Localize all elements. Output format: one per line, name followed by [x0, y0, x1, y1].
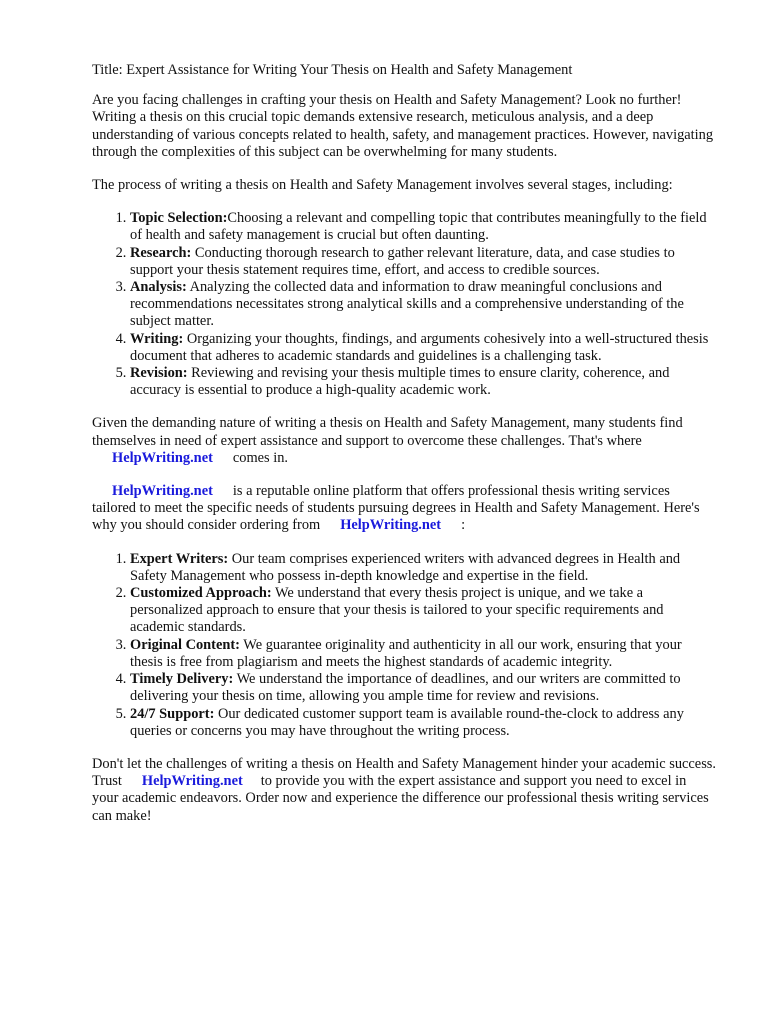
reason-text: Our dedicated customer support team is available round-the-clock to address any queries or concerns you may have throughout the writing process. — [130, 705, 684, 739]
closing-paragraph — [92, 756, 716, 825]
stage-text: Conducting thorough research to gather relevant literature, data, and case studies to support your thesis statement requires time, effort, and access to credible sources. — [130, 244, 675, 278]
reason-text: Our team comprises experienced writers with advanced degrees in Health and Safety Management who possess in-depth knowledge and expertise in the field. — [130, 550, 681, 584]
stages-list — [92, 210, 716, 399]
list-item — [130, 585, 716, 637]
list-item — [130, 551, 716, 585]
stage-term: Writing: — [130, 330, 184, 347]
given-text: Given the demanding nature of writing a thesis on Health and Safety Management, many students find themselves in need of expert assistance and support to overcome these challenges. That's where — [92, 415, 683, 449]
given-after: comes in. — [232, 449, 289, 466]
stage-term: Revision: — [130, 365, 188, 382]
reason-term: Customized Approach: — [130, 585, 272, 602]
stage-text: Choosing a relevant and compelling topic that contributes meaningfully to the field of health and safety management is crucial but often daunting. — [130, 210, 707, 244]
reasons-list — [92, 551, 716, 740]
process-intro-paragraph: The process of writing a thesis on Health and Safety Management involves several stages, including: — [92, 177, 673, 194]
helpwriting-link[interactable]: HelpWriting.net — [340, 517, 442, 534]
list-item — [130, 706, 716, 740]
helpwriting-link[interactable]: HelpWriting.net — [112, 483, 213, 500]
reason-text: We understand that every thesis project is unique, and we take a personalized approach to ensure that your thesis is tailored to your specific requirements and academic standards. — [130, 585, 664, 636]
document-title: Title: Expert Assistance for Writing Your Thesis on Health and Safety Management — [92, 62, 573, 78]
list-item — [130, 365, 716, 399]
intro-paragraph: Are you facing challenges in crafting your thesis on Health and Safety Management? Look no further! Writing a thesis on this crucial topic demands extensive research, meticulous analysis, and a deep understanding of various concepts related to health, safety, and management practices. However, navigating through the complexities of this subject can be overwhelming for many students. — [92, 92, 714, 160]
closing-text: Don't let the challenges of writing a thesis on Health and Safety Management hinder your academic success. Trust — [92, 755, 716, 790]
reason-term: Timely Delivery: — [130, 671, 234, 688]
list-item — [130, 671, 716, 705]
reason-text: We guarantee originality and authenticity in all our work, ensuring that your thesis is free from plagiarism and meets the highest standards of academic integrity. — [130, 636, 682, 670]
helpwriting-link[interactable]: HelpWriting.net — [112, 449, 213, 466]
stage-text: Organizing your thoughts, findings, and arguments cohesively into a well-structured thesis document that adheres to academic standards and guidelines is a challenging task. — [130, 330, 709, 364]
reason-text: We understand the importance of deadlines, and our writers are committed to delivering your thesis on time, allowing you ample time for review and revisions. — [130, 671, 681, 705]
platform-text: is a reputable online platform that offers professional thesis writing services tailored to meet the specific needs of students pursuing degrees in Health and Safety Management. Here's why you should consider ordering from — [92, 483, 700, 534]
list-item — [130, 210, 716, 244]
helpwriting-link[interactable]: HelpWriting.net — [141, 773, 243, 790]
list-item — [130, 331, 716, 365]
given-paragraph — [92, 415, 716, 467]
list-item — [130, 637, 716, 671]
closing-after: to provide you with the expert assistance and support you need to excel in your academic endeavors. Order now and experience the difference our professional thesis writing services can make! — [92, 773, 709, 824]
stage-term: Analysis: — [130, 279, 187, 296]
stage-term: Research: — [130, 244, 192, 261]
platform-paragraph — [92, 483, 716, 535]
reason-term: Original Content: — [130, 636, 240, 653]
list-item — [130, 245, 716, 279]
list-item — [130, 279, 716, 331]
stage-text: Analyzing the collected data and information to draw meaningful conclusions and recommendations necessitates strong analytical skills and a comprehensive understanding of the subject matter. — [130, 279, 684, 330]
reason-term: 24/7 Support: — [130, 705, 215, 722]
platform-after: : — [461, 517, 466, 534]
stage-term: Topic Selection: — [130, 210, 228, 227]
stage-text: Reviewing and revising your thesis multiple times to ensure clarity, coherence, and accuracy is essential to produce a high-quality academic work. — [130, 365, 670, 399]
reason-term: Expert Writers: — [130, 550, 229, 567]
